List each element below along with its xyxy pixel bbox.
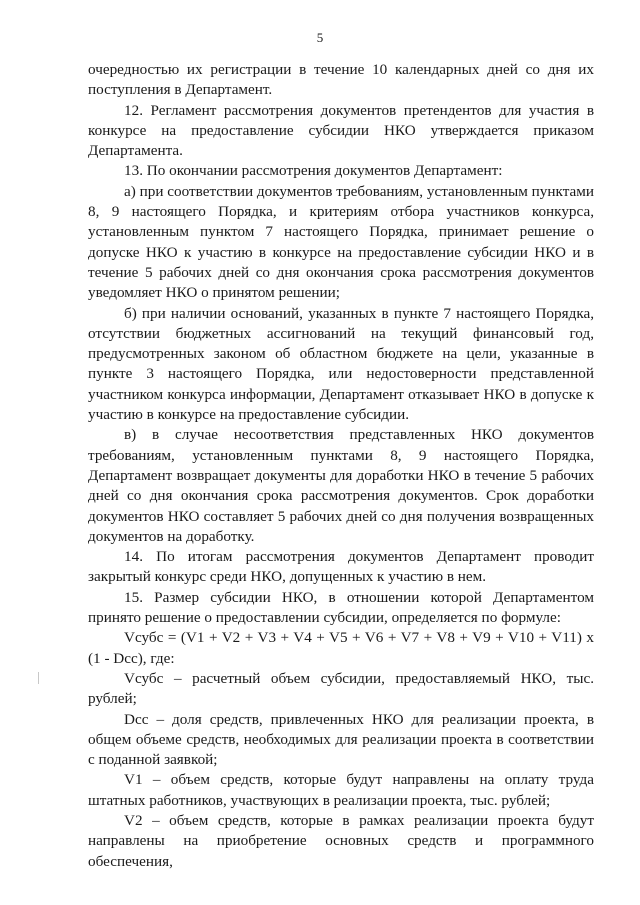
page-number: 5 (316, 30, 324, 45)
definition-vsubs: Vсубс – расчетный объем субсидии, предоставляемый НКО, тыс. рублей; (88, 669, 594, 708)
paragraph-item-13b: б) при наличии оснований, указанных в пункте 7 настоящего Порядка, отсутствии бюджетных ассигнований на текущий финансовый год, предусмотренных законом об областном бюджете на цели, указанные в пункте 3 настоящего Порядка, или недостоверности представленной участником конкурса информации, Департамент отказывает НКО в допуске к участию в конкурсе на предоставление субсидии. (88, 304, 594, 424)
definition-v2: V2 – объем средств, которые в рамках реализации проекта будут направлены на приобретение основных средств и программного обеспечения, (88, 811, 594, 870)
paragraph-item-13: 13. По окончании рассмотрения документов Департамент: (124, 162, 503, 180)
paragraph-item-12: 12. Регламент рассмотрения документов претендентов для участия в конкурсе на предоставление субсидии НКО утверждается приказом Департамента. (88, 101, 594, 160)
paragraph-item-14: 14. По итогам рассмотрения документов Департамент проводит закрытый конкурс среди НКО, допущенных к участию в нем. (88, 548, 594, 586)
document-body (88, 60, 594, 872)
definition-dcc: Dcc – доля средств, привлеченных НКО для реализации проекта, в общем объеме средств, необходимых для реализации проекта в соответствии с поданной заявкой; (88, 710, 594, 769)
paragraph-item-13v: в) в случае несоответствия представленных НКО документов требованиям, установленным пунктами 8, 9 настоящего Порядка, Департамент возвращает документы для доработки НКО в течение 5 рабочих дней со дня окончания срока рассмотрения документов. Срок доработки документов НКО составляет 5 рабочих дней со дня получения возвращенных документов на доработку. (88, 426, 594, 545)
scan-margin-mark (38, 672, 39, 684)
paragraph-continuation: очередностью их регистрации в течение 10 календарных дней со дня их поступления в Департамент. (88, 61, 594, 99)
paragraph-item-15: 15. Размер субсидии НКО, в отношении которой Департаментом принято решение о предоставлении субсидии, определяется по формуле: (88, 588, 594, 627)
definition-v1: V1 – объем средств, которые будут направлены на оплату труда штатных работников, участвующих в реализации проекта, тыс. рублей; (88, 771, 594, 809)
formula: Vсубс = (V1 + V2 + V3 + V4 + V5 + V6 + V7 + V8 + V9 + V10 + V11) x (1 - Dcc), где: (88, 629, 594, 667)
paragraph-item-13a: а) при соответствии документов требованиям, установленным пунктами 8, 9 настоящего Порядка, и критериям отбора участников конкурса, установленным пунктом 7 настоящего Порядка, принимает решение о допуске НКО к участию в конкурсе на предоставление субсидии НКО и в течение 5 рабочих дней со дня окончания срока рассмотрения документов уведомляет НКО о принятом решении; (88, 182, 594, 302)
